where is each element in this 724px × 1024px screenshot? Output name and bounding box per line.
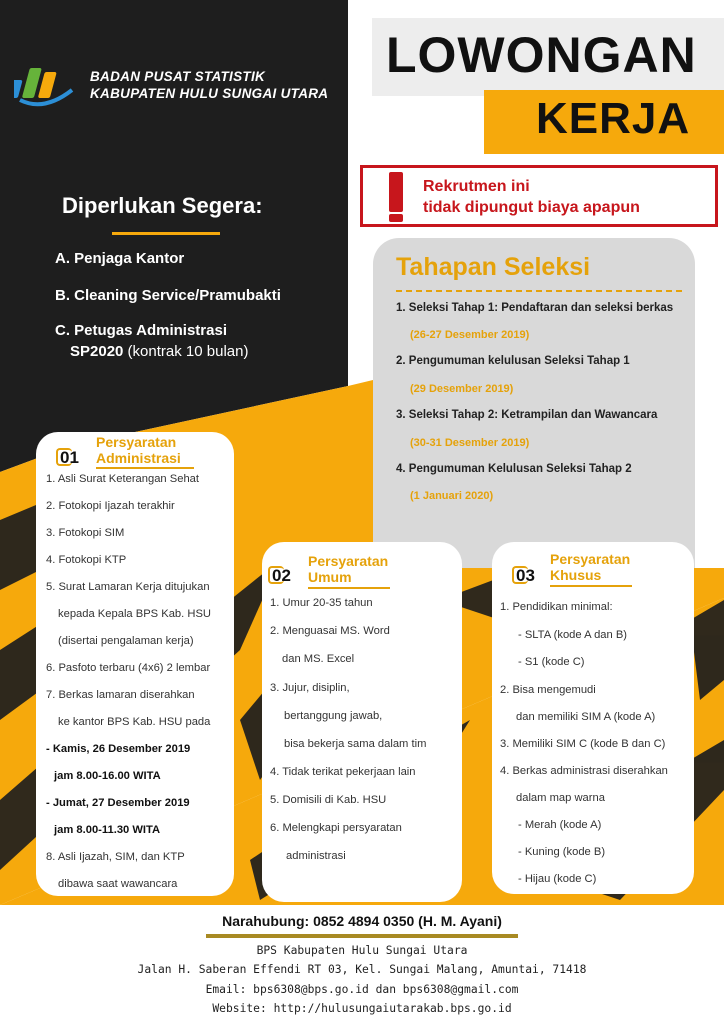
card-khusus-num-text: 03 [516,566,535,585]
card-administrasi-item: (disertai pengalaman kerja) [58,635,194,647]
selection-step-date: (26-27 Desember 2019) [410,329,530,341]
card-umum-item: 5. Domisili di Kab. HSU [270,794,387,806]
card-umum-item: 3. Jujur, disiplin, [270,682,350,694]
footer-website: Website: http://hulusungaiutarakab.bps.go.id [212,1002,512,1015]
needed-underline [112,232,220,235]
selection-step: 3. Seleksi Tahap 2: Ketrampilan dan Wawancara [396,409,658,421]
needed-item-c-sp2020: SP2020 [70,343,124,360]
org-line-1: BADAN PUSAT STATISTIK [90,69,266,84]
footer-address: Jalan H. Saberan Effendi RT 03, Kel. Sungai Malang, Amuntai, 71418 [137,963,587,976]
card-umum-title-2: Umum [308,569,352,585]
contact-underline [206,934,518,938]
selection-step: 1. Seleksi Tahap 1: Pendaftaran dan seleksi berkas [396,302,674,314]
selection-divider [396,290,682,292]
contact-person: Narahubung: 0852 4894 0350 (H. M. Ayani) [222,913,502,929]
card-khusus-underline [550,585,632,587]
card-umum-num-text: 02 [272,566,291,585]
card-umum-number [268,566,291,586]
title-kerja: KERJA [536,94,691,143]
card-umum-title [308,553,388,585]
selection-panel [373,238,695,568]
card-khusus-item: - Merah (kode A) [518,819,602,831]
footer-email: Email: bps6308@bps.go.id dan bps6308@gmail.com [205,983,519,996]
card-khusus-item: - Hijau (kode C) [518,873,597,885]
card-administrasi-item: 6. Pasfoto terbaru (4x6) 2 lembar [46,662,211,674]
card-umum-item: 2. Menguasai MS. Word [270,625,390,637]
card-administrasi-item: - Kamis, 26 Desember 2019 [46,743,191,755]
card-administrasi-item: 3. Fotokopi SIM [46,527,125,539]
organization-name [90,68,328,102]
needed-item-a: A. Penjaga Kantor [55,250,185,267]
needed-title: Diperlukan Segera: [62,193,263,218]
card-umum-item: dan MS. Excel [282,653,355,665]
title-lowongan: LOWONGAN [386,27,697,83]
card-administrasi-item: jam 8.00-16.00 WITA [54,770,161,782]
card-umum-underline [308,587,390,589]
card-administrasi-item: kepada Kepala BPS Kab. HSU [58,608,211,620]
warning-line-1: Rekrutmen ini [423,178,530,195]
exclamation-dot-icon [389,214,403,222]
card-umum-item: bisa bekerja sama dalam tim [284,738,427,750]
card-khusus-item: 3. Memiliki SIM C (kode B dan C) [500,738,666,750]
card-umum-item: 6. Melengkapi persyaratan [270,822,402,834]
card-umum-item: 4. Tidak terikat pekerjaan lain [270,766,416,778]
footer-office: BPS Kabupaten Hulu Sungai Utara [256,944,468,957]
card-khusus-number [512,566,535,586]
card-administrasi-number [56,448,79,468]
selection-step: 2. Pengumuman kelulusan Seleksi Tahap 1 [396,355,630,367]
bps-logo [14,60,76,110]
card-administrasi-item: jam 8.00-11.30 WITA [54,824,161,836]
card-umum-title-1: Persyaratan [308,553,389,569]
card-administrasi-item: dibawa saat wawancara [58,878,178,890]
card-administrasi-title-1: Persyaratan [96,434,177,450]
warning-box [360,165,718,227]
exclamation-icon [389,172,403,212]
card-khusus-item: 1. Pendidikan minimal: [500,601,613,613]
card-umum [262,542,462,902]
card-khusus-item: - SLTA (kode A dan B) [518,629,628,641]
card-administrasi-item: 8. Asli Ijazah, SIM, dan KTP [46,851,185,863]
card-administrasi-item: 7. Berkas lamaran diserahkan [46,689,195,701]
selection-step-date: (30-31 Desember 2019) [410,437,530,449]
card-khusus-title-1: Persyaratan [550,551,631,567]
warning-line-2: tidak dipungut biaya apapun [423,199,640,216]
needed-item-c: C. Petugas Administrasi [55,322,227,339]
card-umum-item: 1. Umur 20-35 tahun [270,597,373,609]
org-line-2: KABUPATEN HULU SUNGAI UTARA [90,86,329,101]
card-umum-item: bertanggung jawab, [284,710,383,722]
selection-step-date: (29 Desember 2019) [410,383,514,395]
selection-title: Tahapan Seleksi [396,253,591,281]
needed-item-c-detail [70,343,248,360]
card-administrasi-item: 4. Fotokopi KTP [46,554,127,566]
card-administrasi-num-text: 01 [60,448,79,467]
card-administrasi-underline [96,467,194,469]
card-khusus-item: dan memiliki SIM A (kode A) [516,711,656,723]
selection-step: 4. Pengumuman Kelulusan Seleksi Tahap 2 [396,463,632,475]
card-administrasi-item: - Jumat, 27 Desember 2019 [46,797,190,809]
card-khusus-item: 2. Bisa mengemudi [500,684,596,696]
needed-item-c-contract: (kontrak 10 bulan) [123,343,249,360]
selection-step-date: (1 Januari 2020) [410,490,494,502]
card-khusus-title [550,551,630,583]
card-administrasi-item: ke kantor BPS Kab. HSU pada [58,716,211,728]
needed-item-b: B. Cleaning Service/Pramubakti [55,287,281,304]
card-khusus-item: - Kuning (kode B) [518,846,606,858]
card-khusus-item: 4. Berkas administrasi diserahkan [500,765,668,777]
card-administrasi-title [96,434,181,466]
card-administrasi-item: 1. Asli Surat Keterangan Sehat [46,473,199,485]
card-khusus-title-2: Khusus [550,567,602,583]
card-administrasi-item: 5. Surat Lamaran Kerja ditujukan [46,581,210,593]
card-umum-item: administrasi [286,850,346,862]
card-khusus-item: - S1 (kode C) [518,656,585,668]
card-administrasi-title-2: Administrasi [96,450,181,466]
card-administrasi-item: 2. Fotokopi Ijazah terakhir [46,500,175,512]
warning-text [423,176,640,218]
card-khusus-item: dalam map warna [516,792,605,804]
